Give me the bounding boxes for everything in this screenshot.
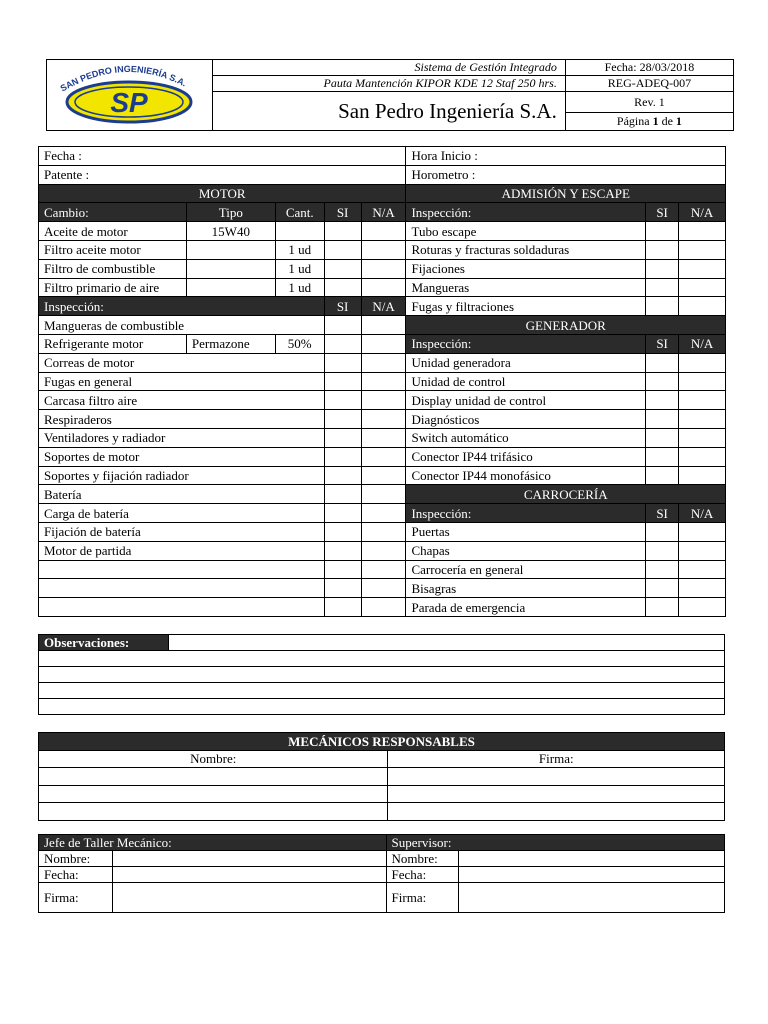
supervisor-firma-field[interactable] [459, 883, 725, 913]
na-checkbox-cell[interactable] [679, 297, 726, 316]
na-checkbox-cell[interactable] [361, 410, 406, 429]
na-checkbox-cell[interactable] [361, 560, 406, 579]
company-logo [47, 60, 213, 131]
si-checkbox-cell[interactable] [324, 579, 361, 598]
jefe-firma-field[interactable] [112, 883, 386, 913]
admision-item: Mangueras [406, 278, 646, 297]
cant-field[interactable]: 1 ud [275, 259, 324, 278]
na-checkbox-cell[interactable] [679, 541, 726, 560]
na-checkbox-cell[interactable] [361, 372, 406, 391]
si-checkbox-cell[interactable] [646, 579, 679, 598]
carroceria-item: Carrocería en general [406, 560, 646, 579]
company-name: San Pedro Ingeniería S.A. [213, 92, 566, 131]
si-checkbox-cell[interactable] [324, 447, 361, 466]
observaciones-line[interactable] [39, 683, 725, 699]
generador-item: Display unidad de control [406, 391, 646, 410]
tipo-field[interactable]: 15W40 [186, 222, 275, 241]
na-checkbox-cell[interactable] [679, 410, 726, 429]
jefe-fecha-label: Fecha: [39, 867, 113, 883]
na-checkbox-cell[interactable] [679, 598, 726, 617]
patente-field[interactable]: Patente : [39, 165, 406, 184]
generador-item: Conector IP44 monofásico [406, 466, 646, 485]
observaciones-label: Observaciones: [39, 635, 169, 651]
carroceria-inspeccion-header: Inspección: [406, 504, 646, 523]
na-checkbox-cell[interactable] [679, 278, 726, 297]
mecanicos-title: MECÁNICOS RESPONSABLES [39, 733, 725, 751]
mecanicos-table [38, 732, 725, 821]
observaciones-line[interactable] [39, 699, 725, 715]
tipo-field[interactable] [186, 240, 275, 259]
firmas-table [38, 834, 725, 913]
na-checkbox-cell[interactable] [361, 504, 406, 523]
na-checkbox-cell[interactable] [679, 222, 726, 241]
si-checkbox-cell[interactable] [324, 278, 361, 297]
na-checkbox-cell[interactable] [361, 278, 406, 297]
admision-item: Fugas y filtraciones [406, 297, 646, 316]
si-checkbox-cell[interactable] [646, 560, 679, 579]
si-checkbox-cell[interactable] [324, 485, 361, 504]
na-checkbox-cell[interactable] [679, 259, 726, 278]
cant-field[interactable]: 1 ud [275, 278, 324, 297]
observaciones-line[interactable] [39, 651, 725, 667]
si-checkbox-cell[interactable] [646, 353, 679, 372]
system-name: Sistema de Gestión Integrado [213, 60, 566, 76]
si-checkbox-cell[interactable] [324, 372, 361, 391]
cant-field[interactable] [275, 222, 324, 241]
observaciones-field[interactable] [168, 635, 724, 651]
jefe-fecha-field[interactable] [112, 867, 386, 883]
inspection-table [38, 146, 726, 617]
si-checkbox-cell[interactable] [324, 504, 361, 523]
doc-date: Fecha: 28/03/2018 [565, 60, 733, 76]
carroceria-item: Puertas [406, 522, 646, 541]
carroceria-na-header: N/A [679, 504, 726, 523]
admision-item: Fijaciones [406, 259, 646, 278]
si-checkbox-cell[interactable] [324, 334, 361, 353]
cambio-item: Filtro primario de aire [39, 278, 187, 297]
inspeccion-item: Ventiladores y radiador [39, 428, 325, 447]
na-checkbox-cell[interactable] [361, 598, 406, 617]
generador-item: Unidad generadora [406, 353, 646, 372]
na-checkbox-cell[interactable] [679, 466, 726, 485]
na-checkbox-cell[interactable] [679, 579, 726, 598]
si-checkbox-cell[interactable] [324, 222, 361, 241]
generador-item: Switch automático [406, 428, 646, 447]
na-checkbox-cell[interactable] [679, 372, 726, 391]
observaciones-line[interactable] [39, 667, 725, 683]
sp-logo-icon [47, 60, 212, 126]
jefe-taller-title: Jefe de Taller Mecánico: [39, 835, 387, 851]
si-checkbox-cell[interactable] [646, 541, 679, 560]
motor-na-header: N/A [361, 203, 406, 222]
inspeccion-item [39, 598, 325, 617]
na-checkbox-cell[interactable] [679, 522, 726, 541]
mecanico-firma-field[interactable] [388, 803, 725, 821]
mecanicos-nombre-header: Nombre: [39, 750, 388, 768]
na-checkbox-cell[interactable] [361, 240, 406, 259]
generador-item: Unidad de control [406, 372, 646, 391]
na-checkbox-cell[interactable] [679, 560, 726, 579]
admision-inspeccion-header: Inspección: [406, 203, 646, 222]
si-checkbox-cell[interactable] [646, 297, 679, 316]
supervisor-fecha-field[interactable] [459, 867, 725, 883]
inspeccion-item: Correas de motor [39, 353, 325, 372]
inspeccion-item: Fijación de batería [39, 522, 325, 541]
carroceria-item: Parada de emergencia [406, 598, 646, 617]
jefe-nombre-label: Nombre: [39, 851, 113, 867]
carroceria-title: CARROCERÍA [406, 485, 726, 504]
admision-na-header: N/A [679, 203, 726, 222]
si-checkbox-cell[interactable] [324, 466, 361, 485]
motor-si-header: SI [324, 203, 361, 222]
admision-item: Roturas y fracturas soldaduras [406, 240, 646, 259]
inspeccion-item: Respiraderos [39, 410, 325, 429]
si-checkbox-cell[interactable] [324, 391, 361, 410]
jefe-firma-label: Firma: [39, 883, 113, 913]
si-checkbox-cell[interactable] [324, 353, 361, 372]
inspeccion-item [39, 579, 325, 598]
tipo-field[interactable] [186, 259, 275, 278]
inspeccion-item: Refrigerante motor [39, 334, 187, 353]
si-checkbox-cell[interactable] [646, 278, 679, 297]
si-checkbox-cell[interactable] [324, 240, 361, 259]
tipo-field[interactable] [186, 278, 275, 297]
si-checkbox-cell[interactable] [646, 447, 679, 466]
si-checkbox-cell[interactable] [324, 560, 361, 579]
si-checkbox-cell[interactable] [324, 541, 361, 560]
supervisor-title: Supervisor: [386, 835, 724, 851]
si-checkbox-cell[interactable] [324, 259, 361, 278]
si-checkbox-cell[interactable] [646, 259, 679, 278]
supervisor-nombre-label: Nombre: [386, 851, 459, 867]
mecanico-firma-field[interactable] [388, 785, 725, 803]
cambio-item: Aceite de motor [39, 222, 187, 241]
cant-field[interactable]: 1 ud [275, 240, 324, 259]
si-checkbox-cell[interactable] [324, 410, 361, 429]
logo-arc-text: SAN PEDRO INGENIERÍA S.A. [58, 63, 189, 94]
carroceria-item: Bisagras [406, 579, 646, 598]
na-checkbox-cell[interactable] [679, 353, 726, 372]
inspeccion-item: Batería [39, 485, 325, 504]
na-checkbox-cell[interactable] [361, 391, 406, 410]
inspeccion-item: Fugas en general [39, 372, 325, 391]
generador-title: GENERADOR [406, 316, 726, 335]
si-checkbox-cell[interactable] [324, 316, 361, 335]
motor-inspeccion-header: Inspección: [39, 297, 325, 316]
generador-item: Conector IP44 trifásico [406, 447, 646, 466]
inspeccion-item [39, 560, 325, 579]
supervisor-fecha-label: Fecha: [386, 867, 459, 883]
inspeccion-item: Soportes y fijación radiador [39, 466, 325, 485]
generador-item: Diagnósticos [406, 410, 646, 429]
inspeccion-item: Soportes de motor [39, 447, 325, 466]
observaciones-table [38, 634, 725, 715]
na-checkbox-cell[interactable] [679, 240, 726, 259]
na-checkbox-cell[interactable] [361, 541, 406, 560]
fecha-field[interactable]: Fecha : [39, 147, 406, 166]
mecanico-nombre-field[interactable] [39, 785, 388, 803]
motor-insp-si-header: SI [324, 297, 361, 316]
na-checkbox-cell[interactable] [361, 466, 406, 485]
refrigerante-tipo[interactable]: Permazone [186, 334, 275, 353]
na-checkbox-cell[interactable] [679, 391, 726, 410]
mecanicos-firma-header: Firma: [388, 750, 725, 768]
si-checkbox-cell[interactable] [646, 410, 679, 429]
cant-header: Cant. [275, 203, 324, 222]
si-checkbox-cell[interactable] [646, 240, 679, 259]
inspeccion-item: Mangueras de combustible [39, 316, 325, 335]
generador-na-header: N/A [679, 334, 726, 353]
page-indicator: Página 1 de 1 [565, 113, 733, 131]
na-checkbox-cell[interactable] [361, 522, 406, 541]
inspeccion-item: Motor de partida [39, 541, 325, 560]
motor-title: MOTOR [39, 184, 406, 203]
na-checkbox-cell[interactable] [679, 447, 726, 466]
cambio-item: Filtro de combustible [39, 259, 187, 278]
na-checkbox-cell[interactable] [361, 428, 406, 447]
generador-si-header: SI [646, 334, 679, 353]
admision-title: ADMISIÓN Y ESCAPE [406, 184, 726, 203]
doc-code: REG-ADEQ-007 [565, 76, 733, 92]
generador-inspeccion-header: Inspección: [406, 334, 646, 353]
admision-item: Tubo escape [406, 222, 646, 241]
na-checkbox-cell[interactable] [361, 222, 406, 241]
mecanico-nombre-field[interactable] [39, 803, 388, 821]
hora-inicio-field[interactable]: Hora Inicio : [406, 147, 726, 166]
mecanico-nombre-field[interactable] [39, 768, 388, 786]
si-checkbox-cell[interactable] [646, 428, 679, 447]
si-checkbox-cell[interactable] [324, 428, 361, 447]
na-checkbox-cell[interactable] [679, 428, 726, 447]
carroceria-si-header: SI [646, 504, 679, 523]
document-header [46, 59, 734, 131]
jefe-nombre-field[interactable] [112, 851, 386, 867]
na-checkbox-cell[interactable] [361, 485, 406, 504]
refrigerante-porcentaje[interactable]: 50% [275, 334, 324, 353]
cambio-item: Filtro aceite motor [39, 240, 187, 259]
na-checkbox-cell[interactable] [361, 316, 406, 335]
motor-insp-na-header: N/A [361, 297, 406, 316]
pauta-title: Pauta Mantención KIPOR KDE 12 Staf 250 hrs. [213, 76, 566, 92]
si-checkbox-cell[interactable] [646, 222, 679, 241]
na-checkbox-cell[interactable] [361, 447, 406, 466]
na-checkbox-cell[interactable] [361, 259, 406, 278]
carroceria-item: Chapas [406, 541, 646, 560]
logo-letters: SP [110, 87, 148, 118]
si-checkbox-cell[interactable] [646, 522, 679, 541]
supervisor-firma-label: Firma: [386, 883, 459, 913]
inspeccion-item: Carga de batería [39, 504, 325, 523]
si-checkbox-cell[interactable] [646, 372, 679, 391]
supervisor-nombre-field[interactable] [459, 851, 725, 867]
na-checkbox-cell[interactable] [361, 334, 406, 353]
inspeccion-item: Carcasa filtro aire [39, 391, 325, 410]
na-checkbox-cell[interactable] [361, 353, 406, 372]
admision-si-header: SI [646, 203, 679, 222]
si-checkbox-cell[interactable] [646, 466, 679, 485]
horometro-field[interactable]: Horometro : [406, 165, 726, 184]
si-checkbox-cell[interactable] [324, 598, 361, 617]
cambio-header: Cambio: [39, 203, 187, 222]
na-checkbox-cell[interactable] [361, 579, 406, 598]
mecanico-firma-field[interactable] [388, 768, 725, 786]
doc-rev: Rev. 1 [565, 92, 733, 113]
si-checkbox-cell[interactable] [324, 522, 361, 541]
si-checkbox-cell[interactable] [646, 598, 679, 617]
si-checkbox-cell[interactable] [646, 391, 679, 410]
tipo-header: Tipo [186, 203, 275, 222]
